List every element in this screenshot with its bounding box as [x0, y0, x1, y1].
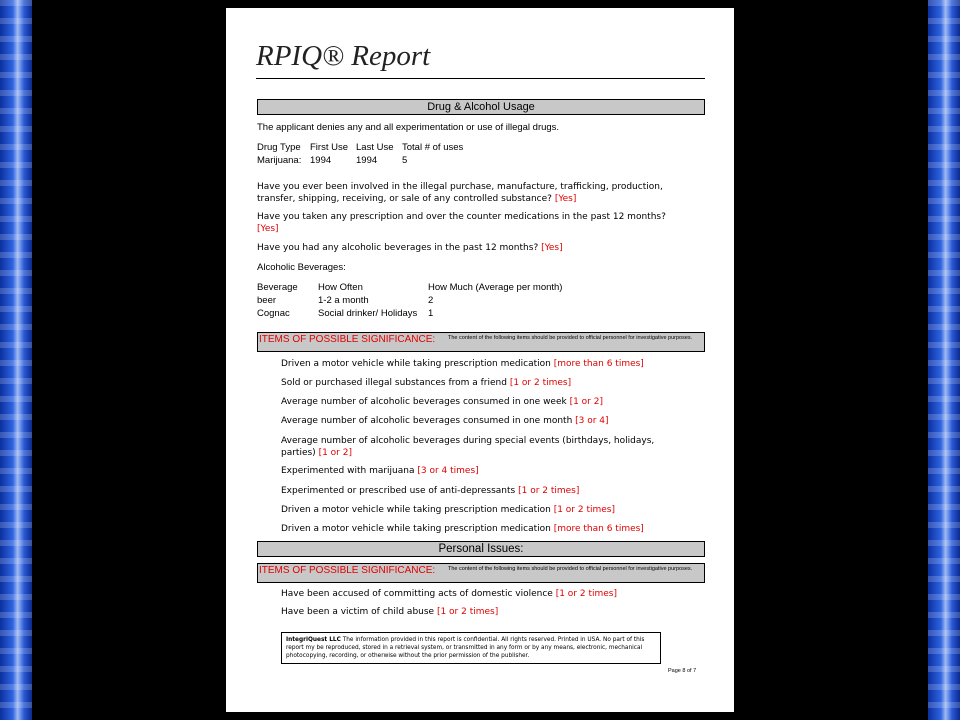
question-alcohol: [257, 242, 563, 254]
significance-label: ITEMS OF POSSIBLE SIGNIFICANCE:: [259, 334, 436, 345]
question-answer: [Yes]: [541, 243, 563, 253]
significance-item: Average number of alcoholic beverages during special events (birthdays, holidays, parties) [1 or 2]: [281, 436, 655, 458]
page-number: Page 8 of 7: [668, 668, 697, 674]
significance-description: The content of the following items should be provided to official personnel for investigative purposes.: [448, 566, 693, 572]
personal-item: Have been a victim of child abuse [1 or 2 times]: [281, 607, 499, 617]
drug-table-cell: 5: [402, 155, 408, 166]
footer-company: IntegriQuest LLC: [286, 637, 341, 643]
significance-item: Driven a motor vehicle while taking prescription medication [1 or 2 times]: [281, 505, 615, 515]
alcohol-cell: 1: [428, 308, 434, 319]
alcohol-header-often: How Often: [318, 282, 363, 293]
drug-table-cell: 1994: [310, 155, 332, 166]
alcohol-header-much: How Much (Average per month): [428, 282, 563, 293]
question-line: Have you had any alcoholic beverages in the past 12 months?: [257, 243, 542, 253]
footer-text: The information provided in this report is confidential. All rights reserved. Printed in USA. No part of this report my be reproduced, stored in a retrieval system, or transmitted in any form or by any means, electronic, mechanical photocopying, recording, or otherwise without the prior permission of the publisher.: [286, 637, 645, 659]
drug-table-header-first: First Use: [310, 142, 348, 153]
significance-item: Driven a motor vehicle while taking prescription medication [more than 6 times]: [281, 524, 644, 534]
title-rule: [256, 78, 705, 79]
drug-table-cell: 1994: [356, 155, 378, 166]
drug-denial-text: The applicant denies any and all experimentation or use of illegal drugs.: [257, 122, 560, 133]
significance-item: Experimented or prescribed use of anti-depressants [1 or 2 times]: [281, 486, 580, 496]
drug-section-heading: Drug & Alcohol Usage: [257, 99, 705, 115]
alcohol-label: Alcoholic Beverages:: [257, 262, 346, 273]
confidentiality-footer: [281, 632, 661, 664]
drug-table-header-last: Last Use: [356, 142, 394, 153]
alcohol-cell: 2: [428, 295, 434, 306]
significance-item: Average number of alcoholic beverages consumed in one week [1 or 2]: [281, 397, 603, 407]
question-line: Have you ever been involved in the illegal purchase, manufacture, trafficking, production,: [257, 182, 663, 192]
drug-table-header-type: Drug Type: [257, 142, 301, 153]
drug-table-header-total: Total # of uses: [402, 142, 464, 153]
alcohol-cell: Social drinker/ Holidays: [318, 308, 418, 319]
left-decorative-border: [0, 0, 32, 720]
question-answer: [Yes]: [554, 194, 577, 204]
significance-description: The content of the following items should be provided to official personnel for investigative purposes.: [448, 335, 693, 341]
question-answer: [Yes]: [257, 224, 279, 234]
alcohol-cell: Cognac: [257, 308, 290, 319]
significance-item: Driven a motor vehicle while taking prescription medication [more than 6 times]: [281, 359, 644, 369]
right-decorative-border: [928, 0, 960, 720]
alcohol-cell: 1-2 a month: [318, 295, 369, 306]
significance-item: Sold or purchased illegal substances from a friend [1 or 2 times]: [281, 378, 572, 388]
significance-label: ITEMS OF POSSIBLE SIGNIFICANCE:: [259, 565, 436, 576]
question-prescription: [257, 211, 666, 235]
report-title: RPIQ® Report: [256, 40, 431, 72]
drug-table-cell: Marijuana:: [257, 155, 302, 166]
question-line: transfer, shipping, receiving, or sale of any controlled substance?: [257, 194, 555, 204]
question-controlled-substance: [257, 181, 663, 205]
significance-item: Experimented with marijuana [3 or 4 times]: [281, 466, 479, 476]
report-page: [226, 8, 734, 712]
personal-item: Have been accused of committing acts of domestic violence [1 or 2 times]: [281, 589, 617, 599]
significance-banner: [257, 563, 705, 583]
personal-issues-heading: Personal Issues:: [257, 541, 705, 557]
significance-item: Average number of alcoholic beverages consumed in one month [3 or 4]: [281, 416, 609, 426]
significance-banner: [257, 332, 705, 352]
question-line: Have you taken any prescription and over the counter medications in the past 12 months?: [257, 212, 666, 222]
alcohol-header-beverage: Beverage: [257, 282, 298, 293]
alcohol-cell: beer: [257, 295, 277, 306]
